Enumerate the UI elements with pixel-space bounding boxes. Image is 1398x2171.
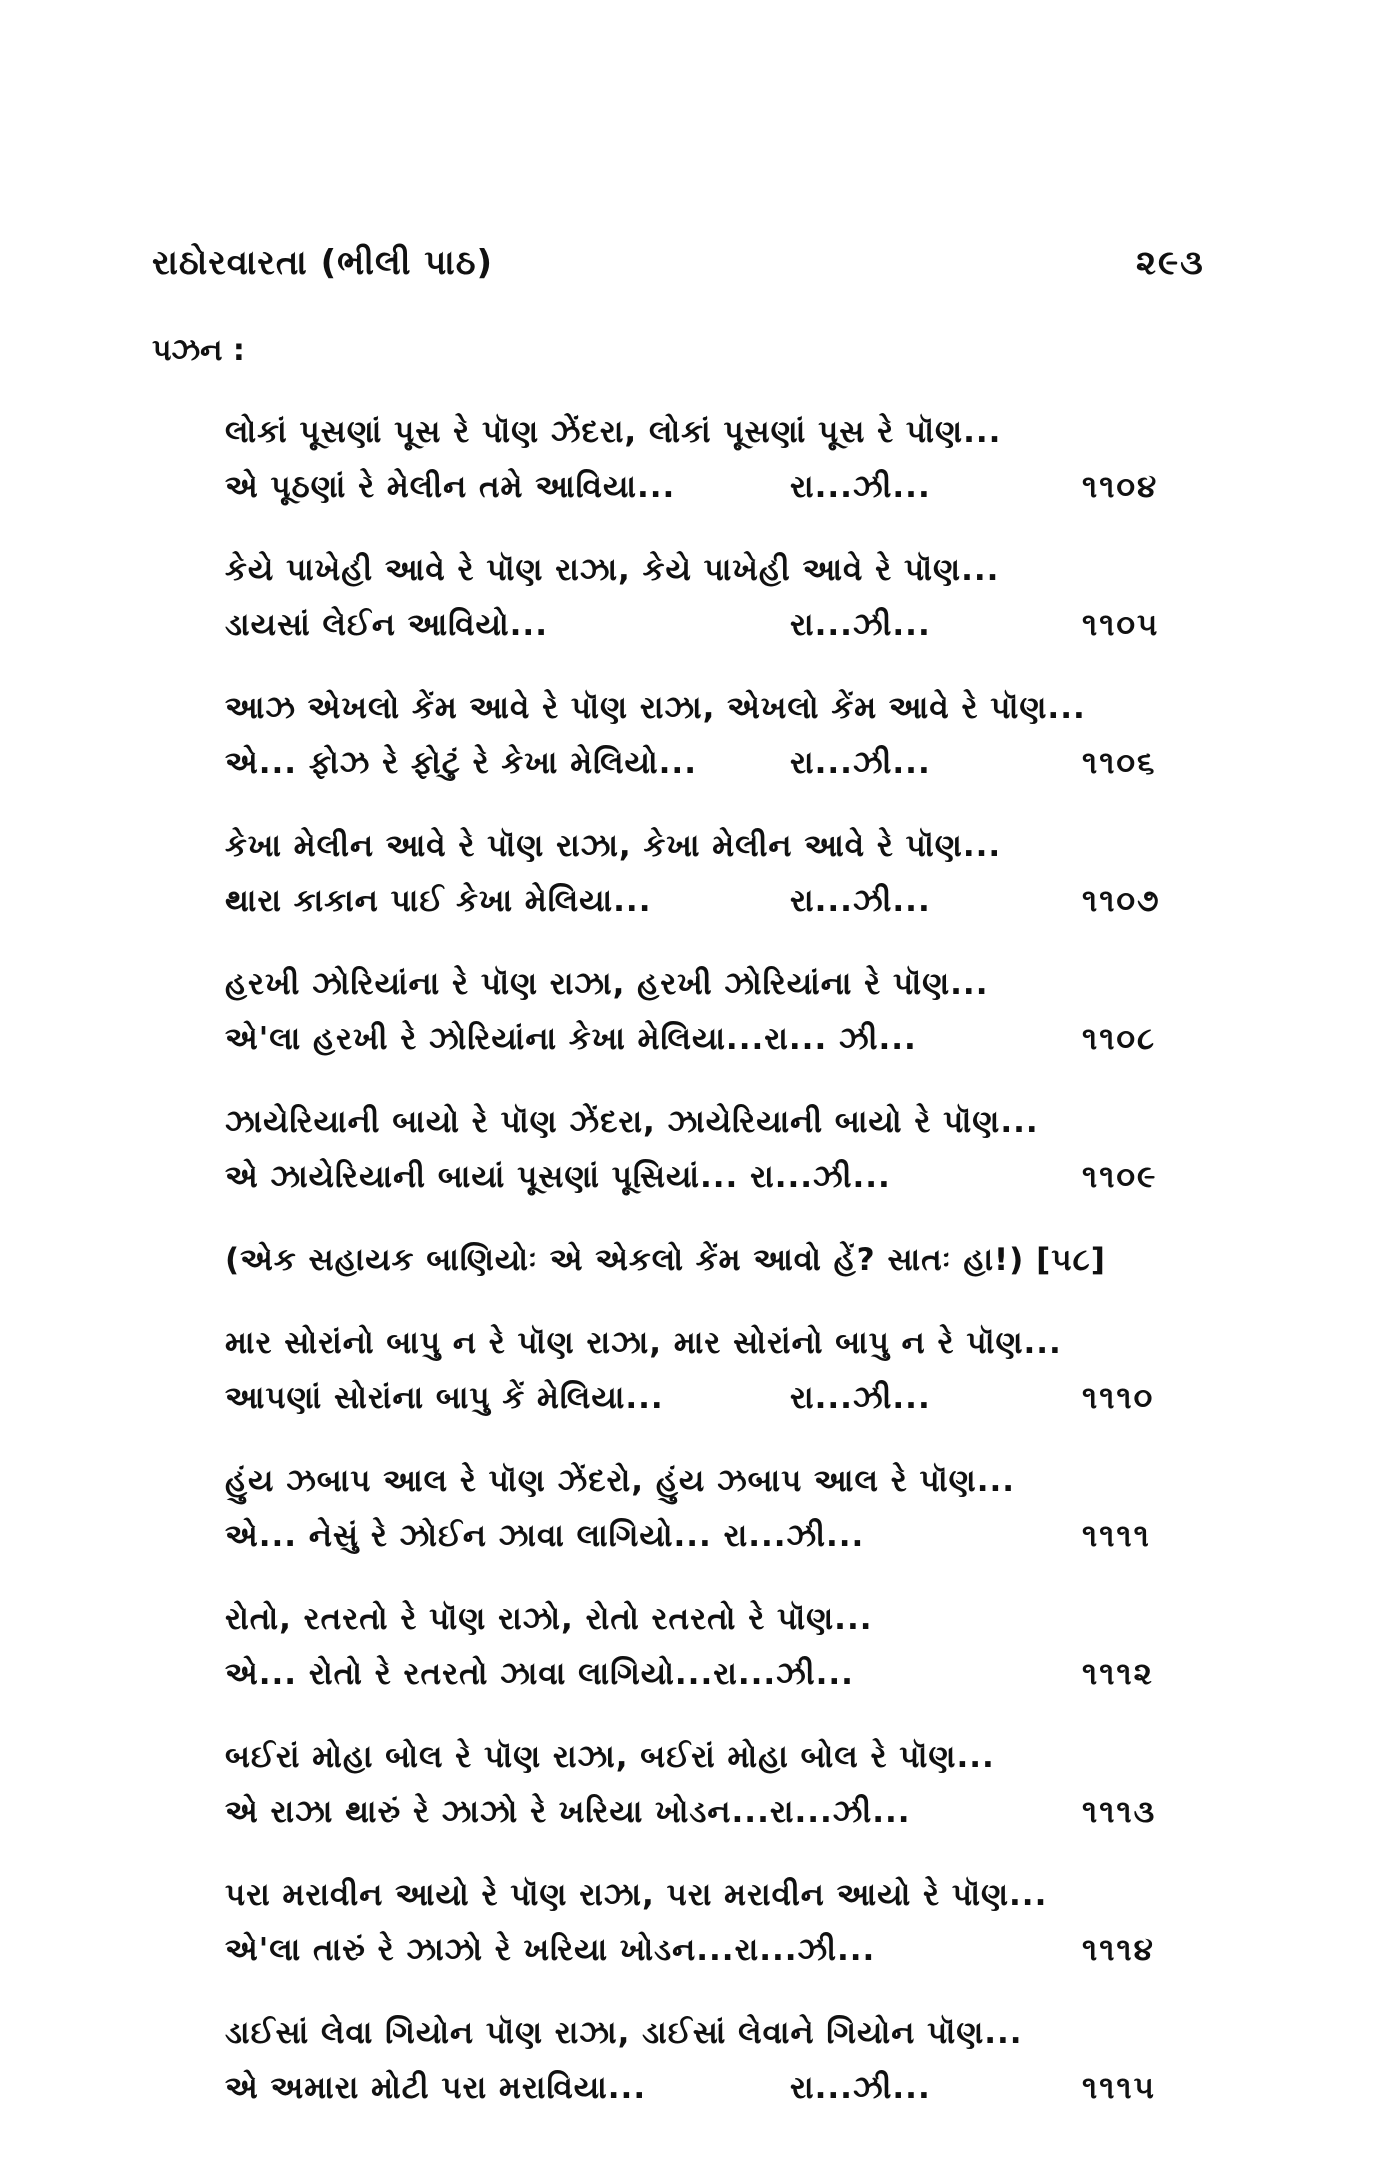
page-number: ૨૯૩ — [1136, 243, 1205, 283]
verse-text: માર સોરાંનો બાપુ ન રે પૉણ રાઝા, માર સોરાંનો બાપુ ન રે પૉણ... — [225, 1325, 1062, 1361]
verse-line — [225, 405, 1225, 460]
verse-line — [225, 543, 1225, 598]
verse-line — [225, 598, 1225, 653]
verse-number: ૧૧૧૫ — [1082, 2070, 1156, 2106]
verse-text: કેયે પાખેહી આવે રે પૉણ રાઝા, કેયે પાખેહી આવે રે પૉણ... — [225, 552, 1000, 588]
verse-line — [225, 1785, 1225, 1840]
section-label: પઝન : — [152, 333, 245, 368]
verse-line — [225, 1454, 1225, 1509]
verse-line — [225, 1868, 1225, 1923]
verse-line — [225, 1730, 1225, 1785]
verse-number: ૧૧૦૮ — [1082, 1021, 1157, 1057]
stanza — [225, 543, 1225, 653]
verse-text: એ રાઝા થારું રે ઝાઝો રે ખરિયા ખોડન...રા...ઝી... — [225, 1794, 911, 1830]
verse-number: ૧૧૦૭ — [1082, 883, 1161, 919]
verse-text: એ... ફોઝ રે ફોટું રે કેખા મેલિયો... — [225, 745, 697, 781]
verse-line — [225, 1371, 1225, 1426]
verse-text: એ'લા તારું રે ઝાઝો રે ખરિયા ખોડન...રા...ઝી... — [225, 1932, 876, 1968]
verse-line — [225, 1095, 1225, 1150]
verse-text: એ... નેસું રે ઝોઈન ઝાવા લાગિયો... રા...ઝી... — [225, 1518, 865, 1554]
verse-line — [225, 874, 1225, 929]
verse-text: આપણાં સોરાંના બાપુ કેં મેલિયા... — [225, 1380, 664, 1416]
stanza — [225, 405, 1225, 515]
verse-text: આઝ એખલો કેંમ આવે રે પૉણ રાઝા, એખલો કેંમ આવે રે પૉણ... — [225, 690, 1086, 726]
verse-text: એ... રોતો રે રતરતો ઝાવા લાગિયો...રા...ઝી... — [225, 1656, 854, 1692]
verse-line — [225, 819, 1225, 874]
refrain: રા...ઝી... — [790, 2070, 931, 2106]
verse-text: ઝાયેરિયાની બાયો રે પૉણ ઝેંદરા, ઝાયેરિયાની બાયો રે પૉણ... — [225, 1104, 1039, 1140]
verse-number: ૧૧૦૬ — [1082, 745, 1157, 781]
stanza — [225, 957, 1225, 1067]
verse-line — [225, 1647, 1225, 1702]
verse-line — [225, 1923, 1225, 1978]
verse-line — [225, 681, 1225, 736]
verse-line — [225, 957, 1225, 1012]
refrain: રા...ઝી... — [790, 607, 931, 643]
stanza — [225, 1316, 1225, 1426]
verse-number: ૧૧૦૯ — [1082, 1159, 1158, 1195]
stanza — [225, 819, 1225, 929]
verse-line — [225, 2006, 1225, 2061]
verse-text: એ અમારા મોટી પરા મરાવિયા... — [225, 2070, 647, 2106]
verse-text: હુંય ઝબાપ આલ રે પૉણ ઝેંદરો, હુંય ઝબાપ આલ રે પૉણ... — [225, 1463, 1016, 1499]
verse-text: હરખી ઝોરિયાંના રે પૉણ રાઝા, હરખી ઝોરિયાંના રે પૉણ... — [225, 966, 989, 1002]
verse-number: ૧૧૧૧ — [1082, 1518, 1151, 1554]
verse-line — [225, 1150, 1225, 1205]
verse-text: એ પૂઠણાં રે મેલીન તમે આવિયા... — [225, 469, 676, 505]
stanza — [225, 2006, 1225, 2116]
verse-text: રોતો, રતરતો રે પૉણ રાઝો, રોતો રતરતો રે પૉણ... — [225, 1601, 873, 1637]
stanza — [225, 1592, 1225, 1702]
verse-line — [225, 1592, 1225, 1647]
verse-line — [225, 460, 1225, 515]
verse-text: બઈરાં મોહા બોલ રે પૉણ રાઝા, બઈરાં મોહા બોલ રે પૉણ... — [225, 1739, 995, 1775]
stage-note: (એક સહાયક બાણિયોઃ એ એકલો કેંમ આવો હેં? સાતઃ હા!) [૫૮] — [225, 1242, 1106, 1278]
verse-line — [225, 1012, 1225, 1067]
stanza — [225, 681, 1225, 791]
verse-block — [225, 405, 1225, 2144]
stanza — [225, 1095, 1225, 1205]
verse-number: ૧૧૦૫ — [1082, 607, 1160, 643]
stanza — [225, 1868, 1225, 1978]
verse-text: એ ઝાયેરિયાની બાયાં પૂસણાં પૂસિયાં... રા...ઝી... — [225, 1159, 891, 1195]
stanza — [225, 1730, 1225, 1840]
verse-text: ડાઈસાં લેવા ગિયોન પૉણ રાઝા, ડાઈસાં લેવાને ગિયોન પૉણ... — [225, 2015, 1023, 2051]
verse-number: ૧૧૦૪ — [1082, 469, 1159, 505]
running-header-title: રાઠોરવારતા (ભીલી પાઠ) — [152, 243, 494, 283]
verse-number: ૧૧૧૨ — [1082, 1656, 1154, 1692]
verse-number: ૧૧૧૪ — [1082, 1932, 1155, 1968]
verse-number: ૧૧૧૦ — [1082, 1380, 1155, 1416]
refrain: રા...ઝી... — [790, 745, 931, 781]
refrain: રા...ઝી... — [790, 469, 931, 505]
verse-line — [225, 1316, 1225, 1371]
verse-text: લોકાં પૂસણાં પૂસ રે પૉણ ઝેંદરા, લોકાં પૂસણાં પૂસ રે પૉણ... — [225, 414, 1002, 450]
verse-line — [225, 736, 1225, 791]
verse-text: ડાયસાં લેઈન આવિયો... — [225, 607, 548, 643]
verse-line — [225, 1509, 1225, 1564]
verse-text: પરા મરાવીન આયો રે પૉણ રાઝા, પરા મરાવીન આયો રે પૉણ... — [225, 1877, 1048, 1913]
refrain: રા...ઝી... — [790, 1380, 931, 1416]
verse-number: ૧૧૧૩ — [1082, 1794, 1157, 1830]
verse-text: થારા કાકાન પાઈ કેખા મેલિયા... — [225, 883, 652, 919]
stanza — [225, 1454, 1225, 1564]
verse-text: એ'લા હરખી રે ઝોરિયાંના કેખા મેલિયા...રા... ઝી... — [225, 1021, 917, 1057]
verse-text: કેખા મેલીન આવે રે પૉણ રાઝા, કેખા મેલીન આવે રે પૉણ... — [225, 828, 1002, 864]
refrain: રા...ઝી... — [790, 883, 931, 919]
verse-line — [225, 2061, 1225, 2116]
